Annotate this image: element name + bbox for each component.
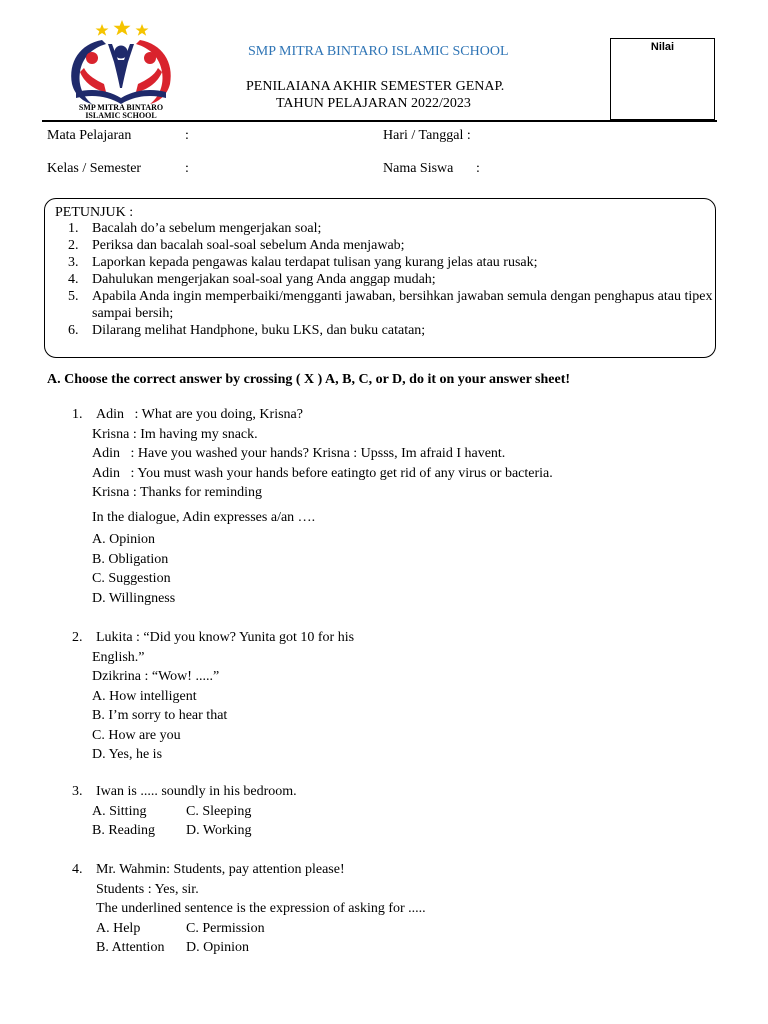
school-logo	[62, 18, 180, 122]
logo-star-left	[96, 24, 109, 36]
question-number: 2.	[72, 630, 83, 645]
school-name: SMP MITRA BINTARO ISLAMIC SCHOOL	[248, 44, 509, 59]
subject-label: Mata Pelajaran	[47, 128, 132, 143]
logo-star-center	[114, 20, 131, 35]
instruction-number: 6.	[68, 323, 79, 338]
instruction-item	[66, 237, 716, 254]
answer-option[interactable]: D. Opinion	[186, 940, 249, 955]
dialogue-line: Dzikrina : “Wow! .....”	[92, 669, 220, 684]
answer-option[interactable]: C. Permission	[186, 920, 265, 936]
exam-title-line1: PENILAIANA AKHIR SEMESTER GENAP.	[246, 79, 505, 94]
instruction-text: Dilarang melihat Handphone, buku LKS, dan buku catatan;	[92, 323, 426, 338]
student-name-colon: :	[476, 161, 480, 176]
logo-figure-head-left	[86, 52, 98, 64]
answer-option[interactable]: B. Reading	[92, 823, 155, 838]
logo-figure-body-right	[136, 68, 162, 92]
answer-option[interactable]: D. Working	[186, 823, 252, 838]
answer-option[interactable]: D. Yes, he is	[92, 747, 163, 762]
student-name-label: Nama Siswa	[383, 161, 454, 176]
dialogue-line: English.”	[92, 649, 145, 665]
instruction-item	[66, 322, 716, 339]
question-stem: Iwan is ..... soundly in his bedroom.	[96, 784, 297, 799]
answer-option[interactable]: B. Attention	[96, 940, 165, 955]
question-number: 4.	[72, 862, 83, 877]
score-box[interactable]	[610, 38, 715, 120]
exam-title	[246, 78, 504, 112]
instruction-item	[66, 220, 716, 237]
answer-option[interactable]: C. Sleeping	[186, 803, 252, 819]
day-date-label: Hari / Tanggal :	[383, 128, 471, 143]
instruction-text: Laporkan kepada pengawas kalau terdapat tulisan yang kurang jelas atau rusak;	[92, 255, 538, 270]
answer-option[interactable]: A. How intelligent	[92, 688, 197, 704]
instruction-item	[66, 254, 716, 271]
section-a-heading: A. Choose the correct answer by crossing ( X ) A, B, C, or D, do it on your answer sheet!	[47, 372, 571, 387]
answer-option[interactable]: C. Suggestion	[92, 571, 171, 586]
dialogue-line: Krisna : Thanks for reminding	[92, 485, 263, 500]
class-semester-colon: :	[185, 161, 189, 176]
question-number: 1.	[72, 407, 83, 422]
instruction-number: 4.	[68, 272, 79, 287]
instruction-item	[66, 288, 716, 322]
dialogue-line: Adin : Have you washed your hands? Krisna : Upsss, Im afraid I havent.	[92, 446, 506, 461]
dialogue-line: Mr. Wahmin: Students, pay attention please!	[96, 862, 345, 877]
answer-option[interactable]: B. I’m sorry to hear that	[92, 708, 228, 723]
subject-colon: :	[185, 128, 189, 143]
instructions-list	[66, 220, 716, 339]
instruction-item	[66, 271, 716, 288]
logo-star-right	[136, 24, 149, 36]
answer-option[interactable]: D. Willingness	[92, 590, 176, 606]
answer-option[interactable]: A. Sitting	[92, 803, 147, 819]
question-prompt: The underlined sentence is the expression of asking for .....	[96, 901, 426, 916]
question-2	[72, 628, 354, 765]
instruction-number: 1.	[68, 221, 79, 236]
answer-option[interactable]: A. Help	[96, 920, 141, 936]
logo-caption-line2: ISLAMIC SCHOOL	[85, 111, 157, 120]
class-semester-label: Kelas / Semester	[47, 161, 142, 176]
logo-caption-line1: SMP MITRA BINTARO	[78, 103, 164, 112]
score-label: Nilai	[650, 41, 675, 53]
dialogue-line: Lukita : “Did you know? Yunita got 10 for his	[96, 630, 355, 645]
question-prompt: In the dialogue, Adin expresses a/an ….	[92, 509, 316, 525]
dialogue-line: Students : Yes, sir.	[96, 881, 199, 897]
question-4	[72, 860, 426, 958]
school-logo-emblem	[62, 18, 180, 122]
question-3	[72, 782, 297, 841]
instruction-number: 5.	[68, 289, 79, 304]
logo-figure-head-right	[144, 52, 156, 64]
instruction-text: Bacalah do’a sebelum mengerjakan soal;	[92, 221, 322, 236]
instruction-text: Dahulukan mengerjakan soal-soal yang Anda anggap mudah;	[92, 272, 436, 287]
instructions-title: PETUNJUK :	[55, 205, 134, 220]
dialogue-line: Adin : What are you doing, Krisna?	[96, 407, 303, 422]
answer-option[interactable]: C. How are you	[92, 727, 181, 743]
exam-title-line2: TAHUN PELAJARAN 2022/2023	[276, 96, 471, 111]
question-1	[72, 405, 553, 608]
logo-figure-body-left	[80, 68, 106, 92]
header-divider	[42, 120, 717, 122]
instruction-text: Apabila Anda ingin memperbaiki/mengganti jawaban, bersihkan jawaban semula dengan penghapus atau tipex sampai bersih;	[92, 289, 713, 321]
instruction-number: 2.	[68, 238, 79, 253]
answer-option[interactable]: B. Obligation	[92, 551, 169, 567]
question-number: 3.	[72, 784, 83, 799]
dialogue-line: Krisna : Im having my snack.	[92, 426, 258, 442]
instruction-number: 3.	[68, 255, 79, 270]
dialogue-line: Adin : You must wash your hands before eatingto get rid of any virus or bacteria.	[92, 465, 553, 481]
answer-option[interactable]: A. Opinion	[92, 532, 155, 547]
instruction-text: Periksa dan bacalah soal-soal sebelum Anda menjawab;	[92, 238, 405, 253]
